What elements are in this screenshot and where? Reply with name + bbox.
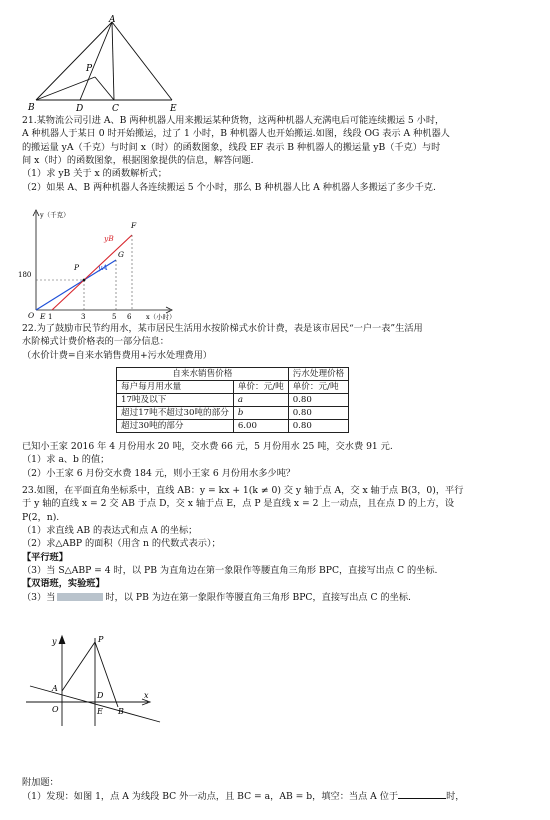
- q22-text: [22, 322, 538, 362]
- label-d: D: [76, 104, 84, 114]
- point-f-label: F: [131, 221, 137, 230]
- tick-5: 5: [112, 313, 117, 320]
- tick-1: 1: [48, 313, 53, 320]
- header-sewage: 污水处理价格: [288, 368, 349, 381]
- q22-line2: 水阶梯式计费价格表的一部分信息：: [22, 336, 169, 348]
- series-line-yb: [52, 235, 132, 310]
- point-p: [83, 279, 86, 282]
- point-g-label: G: [118, 250, 124, 259]
- label-p: P: [98, 635, 104, 644]
- point-p-label: P: [74, 263, 80, 272]
- q23-tag-bilingual: 【双语班，实验班】: [22, 578, 105, 590]
- x-label: x: [144, 691, 149, 700]
- q23-text: [22, 484, 538, 604]
- tick-6: 6: [127, 313, 132, 320]
- label-o: O: [52, 705, 59, 714]
- table-row: 超过17吨不超过30吨的部分 b 0.80: [117, 407, 349, 420]
- q21-line4: 间 x（时）的函数图象，根据图象提供的信息，解答问题.: [22, 155, 254, 167]
- extra-line1: （1）发现：如图 1，点 A 为线段 BC 外一动点，且 BC = a，AB = b，填空：当点 A 位于 时，: [22, 791, 465, 803]
- label-d: D: [97, 691, 104, 700]
- y-label: y: [52, 637, 57, 646]
- q23-sub3b: （3）当 时，以 PB 为边在第一象限作等腰直角三角形 BPC，直接写出点 C 的坐标.: [22, 591, 411, 603]
- line-chart: [18, 208, 188, 320]
- label-e: E: [170, 104, 177, 114]
- q23-line3: P(2，n).: [22, 511, 60, 523]
- series-yb-label: yB: [104, 234, 114, 243]
- label-e: E: [97, 707, 103, 716]
- label-a: A: [109, 15, 116, 25]
- x-axis-label: x（小时）: [146, 313, 176, 320]
- q23-line2: 于 y 轴的直线 x = 2 交 AB 于点 D，交 x 轴于点 E，点 P 是直线 x = 2 上一动点，且在点 D 的上方，设: [22, 498, 455, 510]
- label-b: B: [118, 707, 124, 716]
- label-c: C: [112, 104, 119, 114]
- col-unit-price: 单价：元/吨: [233, 381, 288, 394]
- q23-sub1: （1）求直线 AB 的表达式和点 A 的坐标；: [22, 525, 198, 537]
- tick-3: 3: [81, 313, 86, 320]
- q22-sub1: （1）求 a、b 的值；: [22, 454, 110, 466]
- q22-sub2: （2）小王家 6 月份交水费 184 元，则小王家 6 月份用水多少吨？: [22, 467, 296, 479]
- q21-sub1: （1）求 yB 关于 x 的函数解析式；: [22, 168, 167, 180]
- extra-title: 附加题：: [22, 777, 59, 788]
- y-axis-label: y（千克）: [40, 211, 70, 219]
- table-row: 超过30吨的部分 6.00 0.80: [117, 420, 349, 433]
- extra-text: [22, 776, 538, 804]
- q21-text: [22, 114, 538, 194]
- water-price-table: [116, 367, 349, 433]
- q21-sub2: （2）如果 A、B 两种机器人各连续搬运 5 个小时，那么 B 种机器人比 A 种机器人多搬运了多少千克.: [22, 181, 436, 193]
- label-b: B: [28, 103, 35, 113]
- q22-after: [22, 440, 538, 480]
- redacted-condition: [57, 593, 103, 601]
- label-e: E: [40, 312, 46, 320]
- coordinate-figure: [22, 632, 172, 730]
- q23-line1: 23.如图，在平面直角坐标系中，直线 AB：y = kx + 1(k ≠ 0) 交 y 轴于点 A，交 x 轴于点 B(3，0)，平行: [22, 485, 464, 496]
- label-a: A: [52, 684, 58, 693]
- q22-line1: 22.为了鼓励市民节约用水，某市居民生活用水按阶梯式水价计费，表是该市居民“一户一表”生活用: [22, 323, 423, 334]
- answer-blank[interactable]: [398, 789, 446, 799]
- col-usage: 每户每月用水量: [117, 381, 234, 394]
- q21-line3: 的搬运量 yA（千克）与时间 x（时）的函数图象，线段 EF 表示 B 种机器人的搬运量 yB（千克）与时: [22, 141, 441, 153]
- y-tick-180: 180: [18, 271, 32, 279]
- q22-after1: 已知小王家 2016 年 4 月份用水 20 吨，交水费 66 元，5 月份用水 25 吨，交水费 91 元.: [22, 441, 393, 452]
- q21-line1: 21.某物流公司引进 A、B 两种机器人用来搬运某种货物，这两种机器人充满电后可能连续搬运 5 小时，: [22, 115, 445, 126]
- q23-sub2: （2）求△ABP 的面积（用含 n 的代数式表示）；: [22, 538, 221, 550]
- q23-sub3a: （3）当 S△ABP = 4 时，以 PB 为直角边在第一象限作等腰直角三角形 BPC，直接写出点 C 的坐标.: [22, 565, 438, 577]
- series-ya-label: yA: [98, 263, 108, 272]
- q22-line3: （水价计费=自来水销售费用+污水处理费用）: [22, 349, 212, 361]
- label-p: P: [86, 64, 93, 74]
- q21-line2: A 种机器人于某日 0 时开始搬运，过了 1 小时，B 种机器人也开始搬运.如图，线段 OG 表示 A 种机器人: [22, 128, 450, 140]
- table-row: 17吨及以下 a 0.80: [117, 394, 349, 407]
- origin-label: O: [28, 311, 35, 320]
- q23-tag-parallel: 【平行班】: [22, 551, 68, 563]
- header-tap-water: 自来水销售价格: [117, 368, 289, 381]
- triangle-figure: [20, 14, 190, 116]
- col-sewage-unit-price: 单价：元/吨: [288, 381, 349, 394]
